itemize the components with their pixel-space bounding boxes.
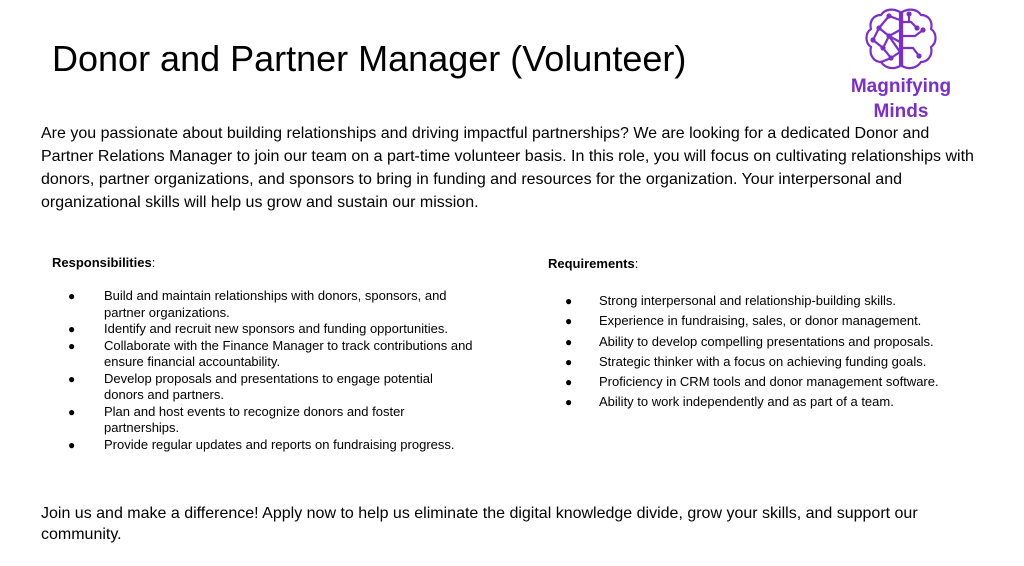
requirements-heading-text: Requirements <box>548 256 635 271</box>
list-item-text: Collaborate with the Finance Manager to track contributions and ensure financial accountability. <box>104 337 473 369</box>
list-item <box>68 321 474 338</box>
list-item-text: Proficiency in CRM tools and donor management software. <box>599 374 939 390</box>
responsibilities-heading-text: Responsibilities <box>52 255 152 270</box>
list-item-text: Ability to work independently and as part of a team. <box>599 394 894 410</box>
list-item-text: Ability to develop compelling presentations and proposals. <box>599 333 934 349</box>
list-item-text: Strategic thinker with a focus on achieving funding goals. <box>599 353 927 369</box>
list-item-text: Plan and host events to recognize donors and foster partnerships. <box>104 403 405 435</box>
bullet-icon: ● <box>565 334 573 349</box>
logo <box>843 4 959 122</box>
list-item-text: Identify and recruit new sponsors and funding opportunities. <box>104 321 448 336</box>
logo-line-2: Minds <box>873 101 929 122</box>
bullet-icon: ● <box>68 404 76 419</box>
intro-paragraph: Are you passionate about building relationships and driving impactful partnerships? We are looking for a dedicated Donor and Partner Relations Manager to join our team on a part-time volunteer basis. In this role, you will focus on cultivating relationships with donors, partner organizations, and sponsors to bring in funding and resources for the organization. Your interpersonal and organizational skills will help us grow and sustain our mission. <box>41 125 974 211</box>
list-item <box>565 291 939 311</box>
responsibilities-heading-colon: : <box>151 255 156 270</box>
logo-line-1: Magnifying <box>850 76 952 97</box>
logo-wordmark <box>843 74 959 124</box>
responsibilities-list <box>68 288 474 453</box>
list-item <box>565 311 939 331</box>
list-item <box>565 352 939 372</box>
list-item <box>68 288 474 321</box>
closing-paragraph: Join us and make a difference! Apply now to help us eliminate the digital knowledge divide, grow your skills, and support our community. <box>41 505 918 543</box>
brain-circuit-icon <box>863 6 939 72</box>
bullet-icon: ● <box>68 322 76 336</box>
bullet-icon: ● <box>565 395 573 410</box>
list-item <box>68 337 474 371</box>
list-item-text: Experience in fundraising, sales, or donor management. <box>599 313 922 329</box>
bullet-icon: ● <box>68 289 76 303</box>
list-item-text: Provide regular updates and reports on fundraising progress. <box>104 436 455 452</box>
bullet-icon: ● <box>68 437 76 452</box>
bullet-icon: ● <box>565 354 573 369</box>
bullet-icon: ● <box>565 314 573 329</box>
list-item <box>68 403 474 437</box>
list-item-text: Build and maintain relationships with donors, sponsors, and partner organizations. <box>104 288 447 320</box>
list-item <box>565 332 939 352</box>
list-item <box>565 372 939 392</box>
responsibilities-heading <box>52 255 155 270</box>
requirements-list <box>565 291 939 413</box>
list-item <box>565 392 939 412</box>
list-item <box>68 436 474 454</box>
page-title: Donor and Partner Manager (Volunteer) <box>52 38 687 79</box>
list-item-text: Strong interpersonal and relationship-building skills. <box>599 293 897 308</box>
bullet-icon: ● <box>68 371 76 386</box>
bullet-icon: ● <box>565 294 573 308</box>
requirements-heading <box>548 256 638 271</box>
list-item <box>68 370 474 404</box>
bullet-icon: ● <box>565 375 573 390</box>
list-item-text: Develop proposals and presentations to engage potential donors and partners. <box>104 370 433 402</box>
requirements-heading-colon: : <box>634 256 639 271</box>
bullet-icon: ● <box>68 338 76 353</box>
